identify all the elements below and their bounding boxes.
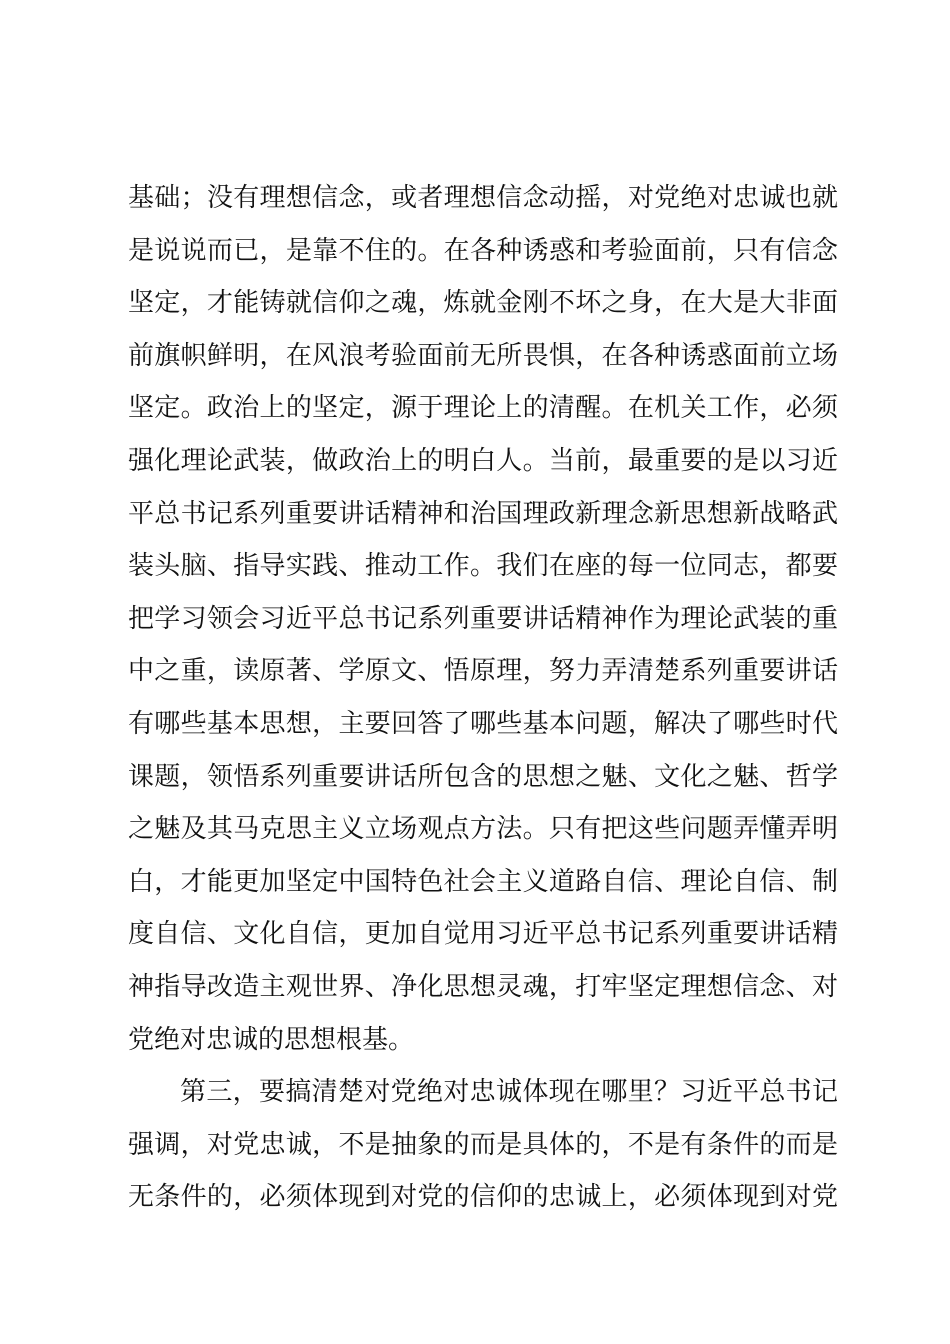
text-line: 强调，对党忠诚，不是抽象的而是具体的，不是有条件的而是	[128, 1129, 838, 1160]
text-line: 无条件的，必须体现到对党的信仰的忠诚上，必须体现到对党	[128, 1182, 838, 1213]
body-text	[128, 177, 838, 1229]
text-line: 课题，领悟系列重要讲话所包含的思想之魅、文化之魅、哲学	[128, 761, 838, 792]
paragraph-end-line: 党绝对忠诚的思想根基。	[128, 1024, 415, 1055]
text-line: 神指导改造主观世界、净化思想灵魂，打牢坚定理想信念、对	[128, 971, 838, 1002]
text-line: 白，才能更加坚定中国特色社会主义道路自信、理论自信、制	[128, 866, 838, 897]
text-line: 度自信、文化自信，更加自觉用习近平总书记系列重要讲话精	[128, 919, 838, 950]
text-line: 坚定，才能铸就信仰之魂，炼就金刚不坏之身，在大是大非面	[128, 288, 838, 319]
text-line: 之魅及其马克思主义立场观点方法。只有把这些问题弄懂弄明	[128, 814, 838, 845]
paragraph-start-line: 第三，要搞清楚对党绝对忠诚体现在哪里？习近平总书记	[180, 1077, 838, 1108]
text-line: 把学习领会习近平总书记系列重要讲话精神作为理论武装的重	[128, 603, 838, 634]
text-line: 中之重，读原著、学原文、悟原理，努力弄清楚系列重要讲话	[128, 656, 838, 687]
text-line: 装头脑、指导实践、推动工作。我们在座的每一位同志，都要	[128, 551, 838, 582]
text-line: 坚定。政治上的坚定，源于理论上的清醒。在机关工作，必须	[128, 393, 838, 424]
text-line: 平总书记系列重要讲话精神和治国理政新理念新思想新战略武	[128, 498, 838, 529]
text-line: 强化理论武装，做政治上的明白人。当前，最重要的是以习近	[128, 445, 838, 476]
text-line: 前旗帜鲜明，在风浪考验面前无所畏惧，在各种诱惑面前立场	[128, 340, 838, 371]
text-line: 有哪些基本思想，主要回答了哪些基本问题，解决了哪些时代	[128, 708, 838, 739]
text-line: 基础；没有理想信念，或者理想信念动摇，对党绝对忠诚也就	[128, 183, 838, 213]
text-line: 是说说而已，是靠不住的。在各种诱惑和考验面前，只有信念	[128, 235, 838, 266]
